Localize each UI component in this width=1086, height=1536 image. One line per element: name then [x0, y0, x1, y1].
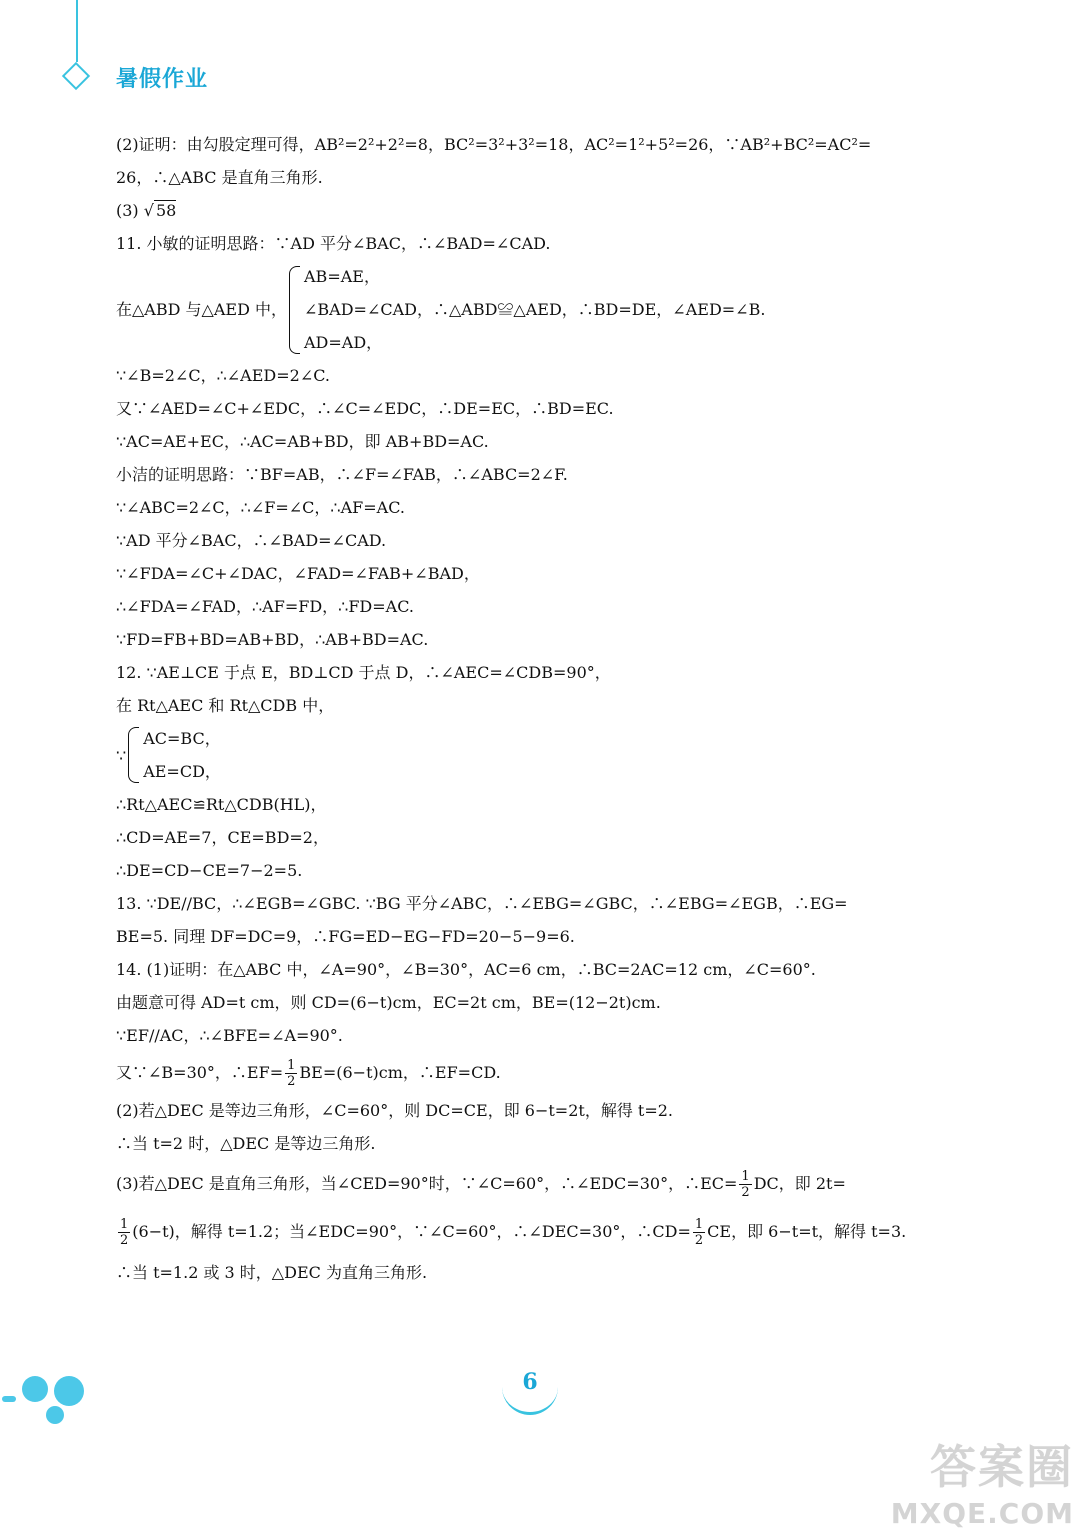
q12-equation-system — [116, 722, 966, 788]
q12-line: ∴DE=CD−CE=7−2=5. — [116, 861, 303, 880]
q13-line: 13. ∵DE//BC，∴∠EGB=∠GBC. ∵BG 平分∠ABC，∴∠EBG=∠GBC，∴∠EBG=∠EGB，∴EG= — [116, 894, 848, 913]
text-segment: DC，即 2t= — [753, 1174, 846, 1193]
header-diamond-icon — [62, 62, 90, 90]
fraction — [118, 1217, 130, 1248]
q11-heading: 11. 小敏的证明思路：∵AD 平分∠BAC，∴∠BAD=∠CAD. — [116, 234, 551, 253]
q11-line: ∵∠B=2∠C，∴∠AED=2∠C. — [116, 366, 330, 385]
fraction-denominator: 2 — [694, 1233, 704, 1248]
dot-icon — [2, 1396, 16, 1402]
header-title: 暑假作业 — [116, 67, 209, 92]
fraction-numerator: 1 — [287, 1058, 296, 1073]
q14-line: (2)若△DEC 是等边三角形，∠C=60°，则 DC=CE，即 6−t=2t，解得 t=2. — [116, 1101, 674, 1120]
q12-line: ∴CD=AE=7，CE=BD=2， — [116, 828, 329, 847]
q11-equation-system — [116, 260, 966, 359]
q11-line: 小洁的证明思路：∵BF=AB，∴∠F=∠FAB，∴∠ABC=2∠F. — [116, 465, 568, 484]
q11-line: ∵FD=FB+BD=AB+BD，∴AB+BD=AC. — [116, 630, 429, 649]
header-decoration-line — [76, 0, 78, 62]
watermark — [891, 1431, 1074, 1530]
q14-line-fraction — [116, 1160, 966, 1208]
q14-line: ∴当 t=2 时，△DEC 是等边三角形. — [116, 1134, 376, 1153]
q10-part2-line2: 26，∴△ABC 是直角三角形. — [116, 168, 323, 187]
text-segment: 又∵∠B=30°，∴EF= — [116, 1063, 284, 1082]
dot-icon — [22, 1376, 48, 1402]
fraction-denominator: 2 — [287, 1074, 296, 1089]
brace-icon — [289, 266, 300, 354]
system-row: AB=AE， — [304, 267, 380, 286]
q12-line: 12. ∵AE⊥CE 于点 E，BD⊥CD 于点 D，∴∠AEC=∠CDB=90°， — [116, 663, 611, 682]
q12-line: 在 Rt△AEC 和 Rt△CDB 中， — [116, 696, 335, 715]
dot-icon — [54, 1376, 84, 1406]
system-rows — [143, 722, 221, 788]
system-rows — [304, 260, 765, 359]
text-segment: (6−t)，解得 t=1.2；当∠EDC=90°，∵∠C=60°，∴∠DEC=30°，∴CD= — [132, 1222, 691, 1241]
dot-icon — [46, 1406, 64, 1424]
q11-line: ∵AC=AE+EC，∴AC=AB+BD，即 AB+BD=AC. — [116, 432, 489, 451]
q14-line-fraction — [116, 1052, 966, 1094]
fraction-numerator: 1 — [120, 1217, 129, 1232]
watermark-cn: 答案圈 — [930, 1440, 1074, 1494]
system-prefix: ∵ — [116, 745, 127, 765]
watermark-en: MXQE.COM — [890, 1497, 1074, 1530]
q11-line: ∵AD 平分∠BAC，∴∠BAD=∠CAD. — [116, 531, 387, 550]
q14-line: ∵EF//AC，∴∠BFE=∠A=90°. — [116, 1026, 343, 1045]
part3-label: (3) √ — [116, 201, 154, 220]
q10-part3 — [116, 194, 966, 227]
fraction-numerator: 1 — [694, 1217, 704, 1232]
text-segment: BE=(6−t)cm，∴EF=CD. — [299, 1063, 501, 1082]
system-row: AD=AD， — [304, 333, 383, 352]
page-number: 6 — [522, 1369, 538, 1395]
q11-line: 又∵∠AED=∠C+∠EDC，∴∠C=∠EDC，∴DE=EC，∴BD=EC. — [116, 399, 614, 418]
answer-content — [116, 128, 966, 1289]
text-segment: CE，即 6−t=t，解得 t=3. — [707, 1222, 907, 1241]
fraction — [693, 1217, 705, 1248]
q10-part2-line1: (2)证明：由勾股定理可得，AB²=2²+2²=8，BC²=3²+3²=18，AC²=1²+5²=26，∵AB²+BC²=AC²= — [116, 135, 872, 154]
fraction — [739, 1169, 751, 1200]
q14-line-fraction — [116, 1208, 966, 1256]
sqrt-value: 58 — [155, 201, 177, 220]
q11-line: ∵∠FDA=∠C+∠DAC，∠FAD=∠FAB+∠BAD， — [116, 564, 480, 583]
brace-icon — [128, 727, 139, 783]
system-row: ∠BAD=∠CAD，∴△ABD≌△AED，∴BD=DE，∠AED=∠B. — [304, 300, 766, 319]
system-row: AC=BC， — [143, 729, 221, 748]
fraction — [285, 1058, 297, 1089]
fraction-denominator: 2 — [120, 1233, 129, 1248]
system-row: AE=CD， — [143, 762, 221, 781]
fraction-denominator: 2 — [741, 1185, 750, 1200]
q14-line: 14. (1)证明：在△ABC 中，∠A=90°，∠B=30°，AC=6 cm，∴BC=2AC=12 cm，∠C=60°. — [116, 960, 816, 979]
q11-line: ∴∠FDA=∠FAD，∴AF=FD，∴FD=AC. — [116, 597, 414, 616]
q13-line: BE=5. 同理 DF=DC=9，∴FG=ED−EG−FD=20−5−9=6. — [116, 927, 575, 946]
q14-line: ∴当 t=1.2 或 3 时，△DEC 为直角三角形. — [116, 1263, 428, 1282]
q12-line: ∴Rt△AEC≌Rt△CDB(HL)， — [116, 795, 327, 814]
text-segment: (3)若△DEC 是直角三角形，当∠CED=90°时，∵∠C=60°，∴∠EDC=30°，∴EC= — [116, 1174, 738, 1193]
q11-line: ∵∠ABC=2∠C，∴∠F=∠C，∴AF=AC. — [116, 498, 405, 517]
fraction-numerator: 1 — [741, 1169, 750, 1184]
q14-line: 由题意可得 AD=t cm，则 CD=(6−t)cm，EC=2t cm，BE=(12−2t)cm. — [116, 993, 661, 1012]
system-prefix: 在△ABD 与△AED 中， — [116, 300, 287, 319]
